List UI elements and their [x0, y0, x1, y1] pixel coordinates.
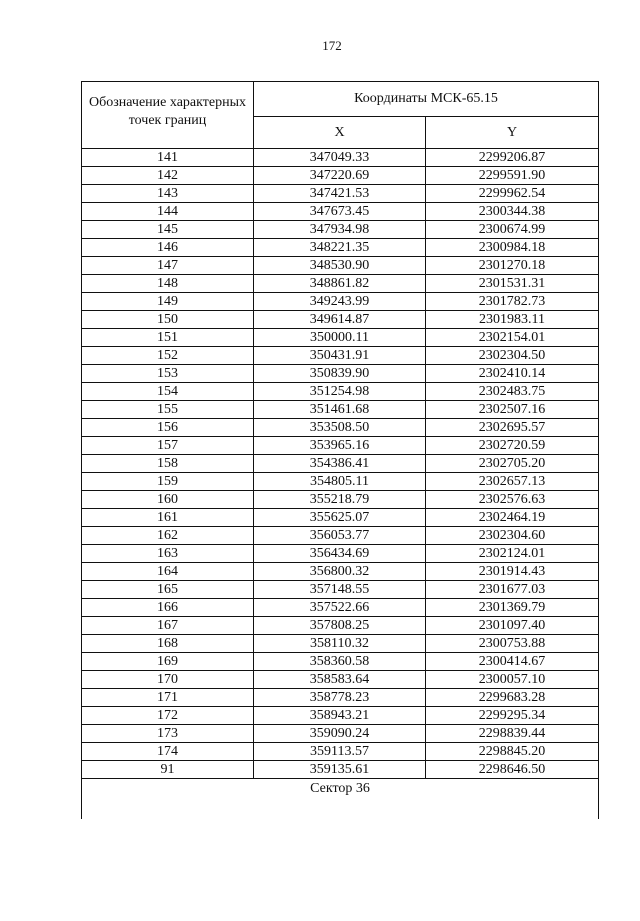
y-coordinate-cell: 2301270.18 — [426, 257, 599, 275]
x-coordinate-cell: 356800.32 — [254, 563, 426, 581]
point-id-cell: 166 — [82, 599, 254, 617]
point-id-cell: 146 — [82, 239, 254, 257]
x-coordinate-cell: 356434.69 — [254, 545, 426, 563]
point-id-cell: 168 — [82, 635, 254, 653]
table-row — [82, 689, 599, 707]
x-coordinate-cell: 348861.82 — [254, 275, 426, 293]
point-id-cell: 145 — [82, 221, 254, 239]
y-coordinate-cell: 2298646.50 — [426, 761, 599, 779]
y-coordinate-cell: 2299295.34 — [426, 707, 599, 725]
table-row — [82, 743, 599, 761]
y-coordinate-cell: 2299962.54 — [426, 185, 599, 203]
table-row — [82, 401, 599, 419]
point-id-cell: 170 — [82, 671, 254, 689]
y-coordinate-cell: 2302507.16 — [426, 401, 599, 419]
table-row — [82, 329, 599, 347]
point-id-cell: 154 — [82, 383, 254, 401]
y-coordinate-cell: 2302720.59 — [426, 437, 599, 455]
x-coordinate-cell: 359090.24 — [254, 725, 426, 743]
table-row — [82, 221, 599, 239]
table-row — [82, 437, 599, 455]
point-id-cell: 150 — [82, 311, 254, 329]
table-row — [82, 707, 599, 725]
point-id-cell: 144 — [82, 203, 254, 221]
table-row — [82, 149, 599, 167]
point-id-cell: 159 — [82, 473, 254, 491]
point-id-cell: 171 — [82, 689, 254, 707]
point-id-cell: 174 — [82, 743, 254, 761]
y-coordinate-cell: 2302410.14 — [426, 365, 599, 383]
y-coordinate-cell: 2301369.79 — [426, 599, 599, 617]
table-row — [82, 239, 599, 257]
table-row — [82, 617, 599, 635]
table-row — [82, 293, 599, 311]
table-row — [82, 509, 599, 527]
y-coordinate-cell: 2302705.20 — [426, 455, 599, 473]
y-coordinate-cell: 2301914.43 — [426, 563, 599, 581]
table-row — [82, 473, 599, 491]
x-coordinate-cell: 351461.68 — [254, 401, 426, 419]
point-id-cell: 155 — [82, 401, 254, 419]
point-id-cell: 172 — [82, 707, 254, 725]
table-row — [82, 581, 599, 599]
table-row — [82, 635, 599, 653]
x-coordinate-cell: 348530.90 — [254, 257, 426, 275]
x-coordinate-cell: 347934.98 — [254, 221, 426, 239]
y-coordinate-cell: 2299591.90 — [426, 167, 599, 185]
table-row — [82, 185, 599, 203]
point-id-cell: 169 — [82, 653, 254, 671]
point-id-cell: 149 — [82, 293, 254, 311]
y-coordinate-cell: 2301097.40 — [426, 617, 599, 635]
point-id-cell: 167 — [82, 617, 254, 635]
x-column-header: X — [254, 117, 426, 149]
sector-label: Сектор 36 — [82, 779, 599, 820]
x-coordinate-cell: 350431.91 — [254, 347, 426, 365]
table-row — [82, 275, 599, 293]
x-coordinate-cell: 347049.33 — [254, 149, 426, 167]
y-coordinate-cell: 2300057.10 — [426, 671, 599, 689]
table-row — [82, 383, 599, 401]
page-number: 172 — [322, 38, 342, 53]
point-id-cell: 152 — [82, 347, 254, 365]
table-row — [82, 563, 599, 581]
x-coordinate-cell: 357148.55 — [254, 581, 426, 599]
y-coordinate-cell: 2300984.18 — [426, 239, 599, 257]
point-id-cell: 148 — [82, 275, 254, 293]
y-coordinate-cell: 2300344.38 — [426, 203, 599, 221]
x-coordinate-cell: 358110.32 — [254, 635, 426, 653]
point-id-cell: 173 — [82, 725, 254, 743]
y-coordinate-cell: 2302576.63 — [426, 491, 599, 509]
y-coordinate-cell: 2301983.11 — [426, 311, 599, 329]
table-row — [82, 257, 599, 275]
table-row — [82, 599, 599, 617]
y-coordinate-cell: 2301677.03 — [426, 581, 599, 599]
x-coordinate-cell: 359113.57 — [254, 743, 426, 761]
x-coordinate-cell: 354805.11 — [254, 473, 426, 491]
point-id-cell: 164 — [82, 563, 254, 581]
point-id-cell: 153 — [82, 365, 254, 383]
y-coordinate-cell: 2302154.01 — [426, 329, 599, 347]
table-row — [82, 455, 599, 473]
y-coordinate-cell: 2302657.13 — [426, 473, 599, 491]
x-coordinate-cell: 347673.45 — [254, 203, 426, 221]
x-coordinate-cell: 353965.16 — [254, 437, 426, 455]
table-row — [82, 419, 599, 437]
point-id-cell: 165 — [82, 581, 254, 599]
table-row — [82, 761, 599, 779]
x-coordinate-cell: 355218.79 — [254, 491, 426, 509]
coordinates-group-header: Координаты МСК-65.15 — [254, 82, 599, 117]
y-coordinate-cell: 2300753.88 — [426, 635, 599, 653]
point-id-cell: 157 — [82, 437, 254, 455]
point-id-cell: 151 — [82, 329, 254, 347]
x-coordinate-cell: 355625.07 — [254, 509, 426, 527]
x-coordinate-cell: 349243.99 — [254, 293, 426, 311]
point-id-cell: 91 — [82, 761, 254, 779]
y-coordinate-cell: 2300414.67 — [426, 653, 599, 671]
y-coordinate-cell: 2302464.19 — [426, 509, 599, 527]
y-coordinate-cell: 2302695.57 — [426, 419, 599, 437]
y-coordinate-cell: 2301782.73 — [426, 293, 599, 311]
table-row — [82, 311, 599, 329]
table-row — [82, 167, 599, 185]
x-coordinate-cell: 347220.69 — [254, 167, 426, 185]
y-coordinate-cell: 2301531.31 — [426, 275, 599, 293]
x-coordinate-cell: 358360.58 — [254, 653, 426, 671]
y-coordinate-cell: 2302483.75 — [426, 383, 599, 401]
y-coordinate-cell: 2302124.01 — [426, 545, 599, 563]
x-coordinate-cell: 357522.66 — [254, 599, 426, 617]
y-column-header: Y — [426, 117, 599, 149]
x-coordinate-cell: 359135.61 — [254, 761, 426, 779]
x-coordinate-cell: 358778.23 — [254, 689, 426, 707]
point-id-cell: 162 — [82, 527, 254, 545]
x-coordinate-cell: 356053.77 — [254, 527, 426, 545]
x-coordinate-cell: 350839.90 — [254, 365, 426, 383]
table-row — [82, 365, 599, 383]
x-coordinate-cell: 351254.98 — [254, 383, 426, 401]
point-id-cell: 163 — [82, 545, 254, 563]
point-label-header: Обозначение характерных точек границ — [82, 82, 254, 149]
y-coordinate-cell: 2298839.44 — [426, 725, 599, 743]
table-row — [82, 347, 599, 365]
table-row — [82, 527, 599, 545]
point-id-cell: 147 — [82, 257, 254, 275]
y-coordinate-cell: 2302304.50 — [426, 347, 599, 365]
table-body — [82, 149, 599, 779]
point-id-cell: 141 — [82, 149, 254, 167]
y-coordinate-cell: 2300674.99 — [426, 221, 599, 239]
point-id-cell: 143 — [82, 185, 254, 203]
x-coordinate-cell: 350000.11 — [254, 329, 426, 347]
y-coordinate-cell: 2298845.20 — [426, 743, 599, 761]
point-id-cell: 156 — [82, 419, 254, 437]
table-row — [82, 491, 599, 509]
x-coordinate-cell: 358583.64 — [254, 671, 426, 689]
x-coordinate-cell: 348221.35 — [254, 239, 426, 257]
table-row — [82, 653, 599, 671]
table-row — [82, 725, 599, 743]
point-id-cell: 160 — [82, 491, 254, 509]
x-coordinate-cell: 347421.53 — [254, 185, 426, 203]
y-coordinate-cell: 2299683.28 — [426, 689, 599, 707]
x-coordinate-cell: 358943.21 — [254, 707, 426, 725]
table-row — [82, 545, 599, 563]
point-id-cell: 158 — [82, 455, 254, 473]
x-coordinate-cell: 354386.41 — [254, 455, 426, 473]
point-id-cell: 161 — [82, 509, 254, 527]
header-row — [82, 82, 599, 117]
y-coordinate-cell: 2302304.60 — [426, 527, 599, 545]
point-id-cell: 142 — [82, 167, 254, 185]
x-coordinate-cell: 353508.50 — [254, 419, 426, 437]
x-coordinate-cell: 349614.87 — [254, 311, 426, 329]
table-row — [82, 671, 599, 689]
x-coordinate-cell: 357808.25 — [254, 617, 426, 635]
y-coordinate-cell: 2299206.87 — [426, 149, 599, 167]
sector-row — [82, 779, 599, 820]
table-row — [82, 203, 599, 221]
coordinates-table — [81, 81, 599, 819]
